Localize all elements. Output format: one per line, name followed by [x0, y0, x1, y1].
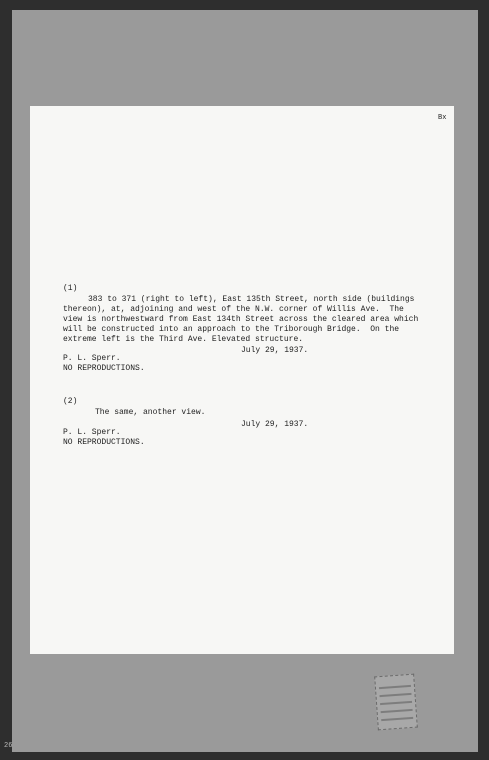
entry-1-line-4: will be constructed into an approach to the Triborough Bridge. On the	[63, 325, 400, 334]
corner-mark: 26	[4, 742, 13, 750]
entry-2-photographer: P. L. Sperr.	[63, 428, 121, 437]
entry-1-date: July 29, 1937.	[241, 346, 309, 355]
entry-2-text: The same, another view.	[95, 408, 206, 417]
entry-1-line-3: view is northwestward from East 134th Street across the cleared area which	[63, 315, 419, 324]
entry-1-photographer: P. L. Sperr.	[63, 354, 121, 363]
entry-1-line-2: thereon), at, adjoining and west of the N.W. corner of Willis Ave. The	[63, 305, 404, 314]
typed-document-page	[30, 106, 454, 654]
entry-1-number: (1)	[63, 284, 78, 293]
entry-1-note: NO REPRODUCTIONS.	[63, 364, 145, 373]
entry-1-line-1: 383 to 371 (right to left), East 135th Street, north side (buildings	[88, 295, 415, 304]
entry-2-number: (2)	[63, 397, 78, 406]
archive-stamp	[374, 674, 418, 731]
entry-1-line-5: extreme left is the Third Ave. Elevated structure.	[63, 335, 304, 344]
entry-2-note: NO REPRODUCTIONS.	[63, 438, 145, 447]
sheet-mark: Bx	[438, 114, 447, 122]
entry-2-date: July 29, 1937.	[241, 420, 309, 429]
